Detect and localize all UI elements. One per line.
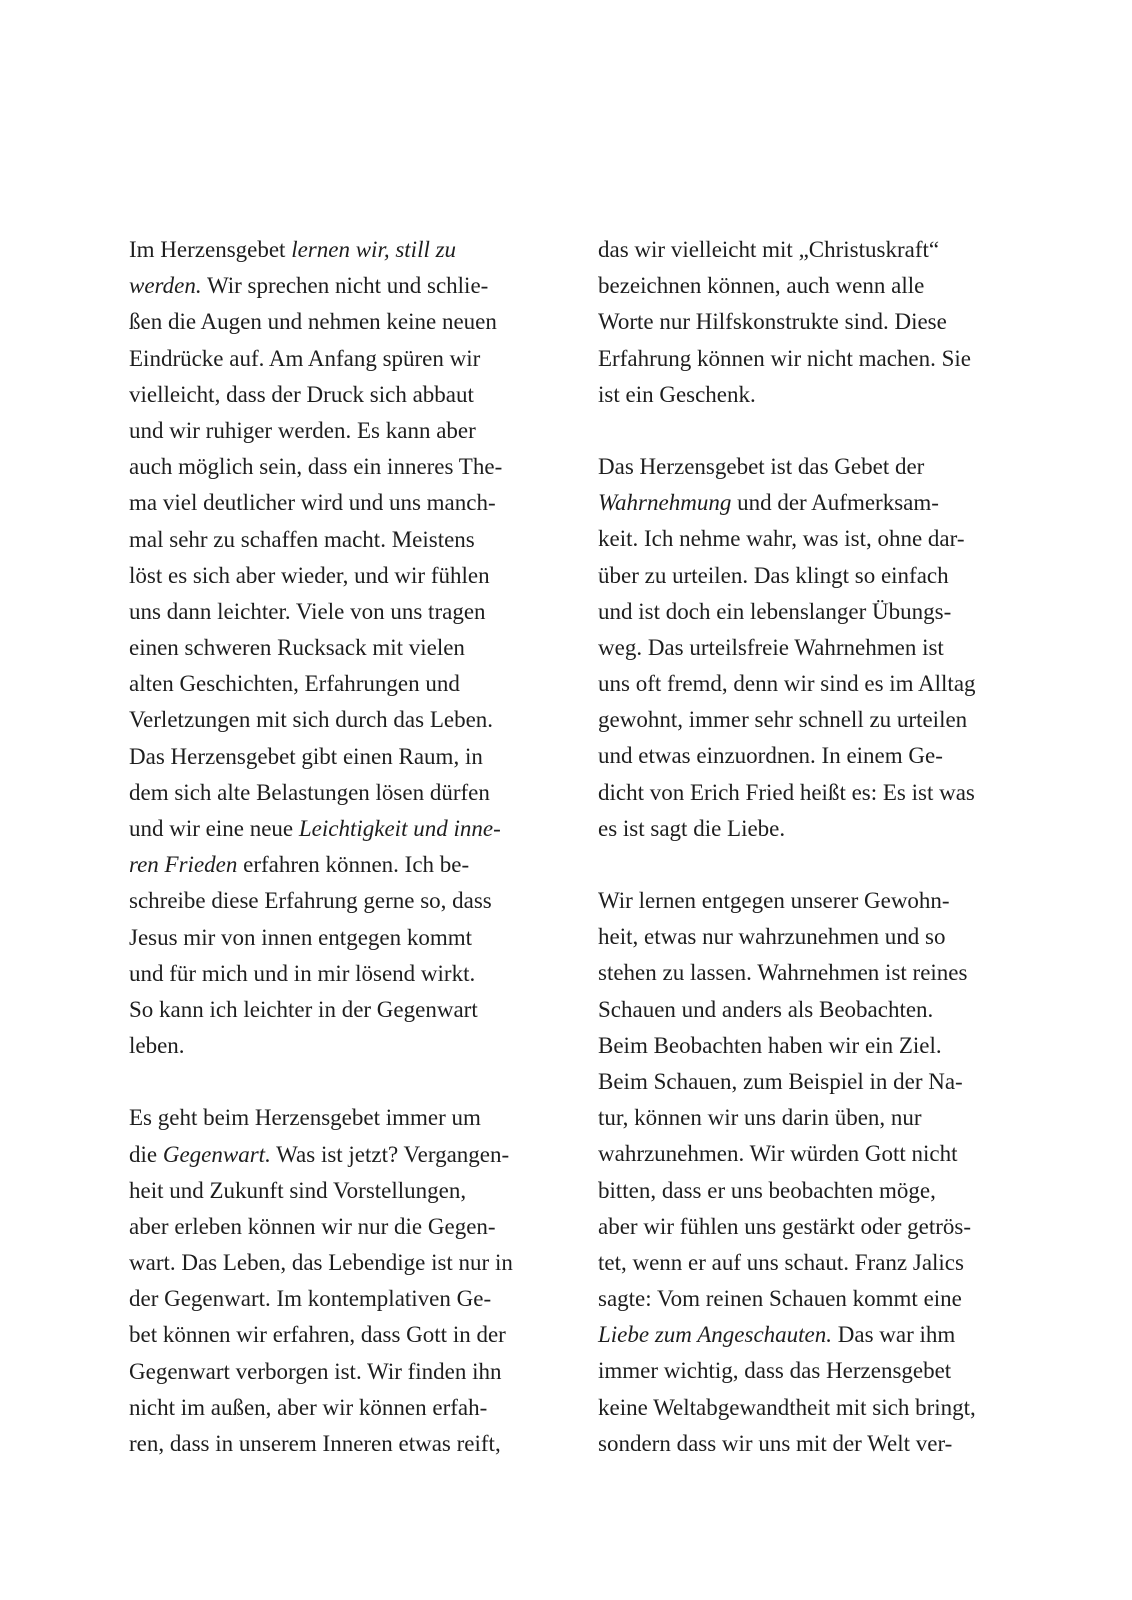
text-line [129,883,559,919]
text-segment: über zu urteilen. Das klingt so einfach [598,562,949,588]
text-line [598,1281,1028,1317]
text-line [598,1136,1028,1172]
text-segment: und ist doch ein lebenslanger Übungs- [598,598,952,624]
text-segment: vielleicht, dass der Druck sich abbaut [129,381,474,407]
text-segment: Erfahrung können wir nicht machen. Sie [598,345,971,371]
text-segment: das wir vielleicht mit „Christuskraft“ [598,237,940,262]
text-segment: bezeichnen können, auch wenn alle [598,273,925,299]
text-segment: heit und Zukunft sind Vorstellungen, [129,1177,467,1203]
text-line [129,341,559,377]
text-line [129,1354,559,1390]
text-segment: Jesus mir von innen entgegen kommt [129,924,473,950]
text-segment: wahrzunehmen. Wir würden Gott nicht [598,1141,958,1167]
text-segment: sondern dass wir uns mit der Welt ver- [598,1430,953,1456]
text-line [598,630,1028,666]
text-line [129,739,559,775]
paragraph [598,883,1028,1462]
text-line [129,1281,559,1317]
text-segment: bitten, dass er uns beobachten möge, [598,1177,936,1203]
text-line [598,1064,1028,1100]
text-line [129,1137,559,1173]
text-segment: wart. Das Leben, das Lebendige ist nur in [129,1250,513,1276]
text-segment: nicht im außen, aber wir können erfah- [129,1394,488,1420]
text-line [598,1353,1028,1389]
text-segment: Verletzungen mit sich durch das Leben. [129,707,494,733]
text-line [598,449,1028,485]
text-line [129,1245,559,1281]
text-line [129,485,559,521]
text-segment: aber wir fühlen uns gestärkt oder getrös- [598,1213,971,1239]
text-line [129,377,559,413]
text-segment: gewohnt, immer sehr schnell zu urteilen [598,707,968,733]
text-segment: tet, wenn er auf uns schaut. Franz Jalics [598,1249,964,1275]
text-line [129,1173,559,1209]
text-line [598,775,1028,811]
text-line [129,1100,559,1136]
text-segment: leben. [129,1033,185,1059]
text-line [129,232,559,268]
emphasized-text: Gegenwart. [162,1141,271,1167]
text-segment: keit. Ich nehme wahr, was ist, ohne dar- [598,526,965,552]
text-segment: aber erleben können wir nur die Gegen- [129,1213,496,1239]
emphasized-text: Liebe zum Angeschauten. [598,1322,833,1348]
text-segment: schreibe diese Erfahrung gerne so, dass [129,888,492,914]
text-segment: ma viel deutlicher wird und uns manch- [129,490,496,516]
text-segment: Eindrücke auf. Am Anfang spüren wir [129,345,481,371]
text-segment: sagte: Vom reinen Schauen kommt eine [598,1286,962,1312]
text-line [598,1317,1028,1353]
right-text-column [598,232,1028,1462]
text-segment: ren, dass in unserem Inneren etwas reift, [129,1431,501,1456]
text-line [129,304,559,340]
text-segment: Wir lernen entgegen unserer Gewohn- [598,888,950,913]
text-line [598,992,1028,1028]
text-segment: dem sich alte Belastungen lösen dürfen [129,779,490,805]
paragraph [598,449,1028,847]
text-segment: Beim Schauen, zum Beispiel in der Na- [598,1068,963,1094]
text-line [129,630,559,666]
text-segment: uns dann leichter. Viele von uns tragen [129,598,486,624]
text-line [598,304,1028,340]
paragraph [129,1100,559,1462]
text-line [598,666,1028,702]
text-segment: tur, können wir uns darin üben, nur [598,1105,922,1131]
text-line [598,1173,1028,1209]
text-segment: Wir sprechen nicht und schlie- [201,273,489,299]
text-line [598,811,1028,847]
text-line [598,594,1028,630]
text-line [598,738,1028,774]
text-segment: auch möglich sein, dass ein inneres The- [129,454,503,480]
text-line [598,1209,1028,1245]
text-segment: heit, etwas nur wahrzunehmen und so [598,924,946,950]
text-line [598,377,1028,413]
text-line [129,666,559,702]
text-line [129,811,559,847]
text-line [598,485,1028,521]
text-line [598,1100,1028,1136]
text-segment: Das Herzensgebet gibt einen Raum, in [129,743,483,769]
text-line [129,558,559,594]
text-line [129,522,559,558]
text-segment: stehen zu lassen. Wahrnehmen ist reines [598,960,968,986]
emphasized-text: Wahrnehmung [598,490,732,516]
text-segment: bet können wir erfahren, dass Gott in der [129,1322,506,1348]
text-line [129,1209,559,1245]
text-segment: die [129,1141,163,1167]
text-segment: immer wichtig, dass das Herzensgebet [598,1358,952,1384]
text-segment: und etwas einzuordnen. In einem Ge- [598,743,943,769]
text-line [129,920,559,956]
text-line [598,1028,1028,1064]
text-segment: Beim Beobachten haben wir ein Ziel. [598,1032,942,1058]
text-segment: Das war ihm [832,1322,956,1348]
text-segment: einen schweren Rucksack mit vielen [129,635,465,661]
text-segment: Gegenwart verborgen ist. Wir finden ihn [129,1358,502,1384]
text-segment: erfahren können. Ich be- [237,852,470,878]
text-segment: es ist sagt die Liebe. [598,815,786,841]
text-line [598,521,1028,557]
text-segment: Was ist jetzt? Vergangen- [270,1141,510,1167]
text-line [598,558,1028,594]
text-segment: mal sehr zu schaffen macht. Meistens [129,526,475,552]
text-line [129,1317,559,1353]
text-line [598,232,1028,268]
left-text-column [129,232,559,1462]
emphasized-text: lernen wir, still zu [291,237,457,262]
emphasized-text: ren Frieden [129,852,238,878]
text-line [598,1245,1028,1281]
paragraph [598,232,1028,413]
text-line [598,341,1028,377]
text-line [129,594,559,630]
text-segment: und wir eine neue [129,816,299,841]
text-line [129,775,559,811]
text-segment: alten Geschichten, Erfahrungen und [129,671,460,697]
text-line [129,1390,559,1426]
text-line [129,956,559,992]
text-line [129,847,559,883]
text-segment: der Gegenwart. Im kontemplativen Ge- [129,1286,492,1312]
text-segment: ßen die Augen und nehmen keine neuen [129,309,497,335]
text-segment: Im Herzensgebet [129,237,292,262]
text-segment: keine Weltabgewandtheit mit sich bringt, [598,1394,976,1420]
text-line [129,413,559,449]
text-segment: Schauen und anders als Beobachten. [598,996,934,1022]
text-segment: Worte nur Hilfskonstrukte sind. Diese [598,309,947,335]
text-line [129,1028,559,1064]
text-segment: Das Herzensgebet ist das Gebet der [598,453,925,479]
text-line [598,919,1028,955]
text-line [129,1426,559,1462]
text-segment: und wir ruhiger werden. Es kann aber [129,417,476,443]
text-line [598,268,1028,304]
text-segment: dicht von Erich Fried heißt es: Es ist was [598,779,975,805]
text-line [129,992,559,1028]
text-segment: Es geht beim Herzensgebet immer um [129,1105,481,1131]
text-line [129,268,559,304]
text-segment: weg. Das urteilsfreie Wahrnehmen ist [598,634,944,660]
emphasized-text: Leichtigkeit und inne- [298,816,501,841]
text-line [598,955,1028,991]
text-line [598,702,1028,738]
text-segment: ist ein Geschenk. [598,381,756,407]
text-segment: So kann ich leichter in der Gegenwart [129,996,478,1022]
paragraph [129,232,559,1064]
text-line [598,1426,1028,1462]
emphasized-text: werden. [129,273,202,299]
text-segment: uns oft fremd, denn wir sind es im Alltag [598,671,976,697]
text-segment: löst es sich aber wieder, und wir fühlen [129,562,490,588]
text-line [129,449,559,485]
text-segment: und für mich und in mir lösend wirkt. [129,960,476,986]
text-line [598,1390,1028,1426]
text-segment: und der Aufmerksam- [731,490,939,516]
text-line [598,883,1028,919]
text-line [129,702,559,738]
